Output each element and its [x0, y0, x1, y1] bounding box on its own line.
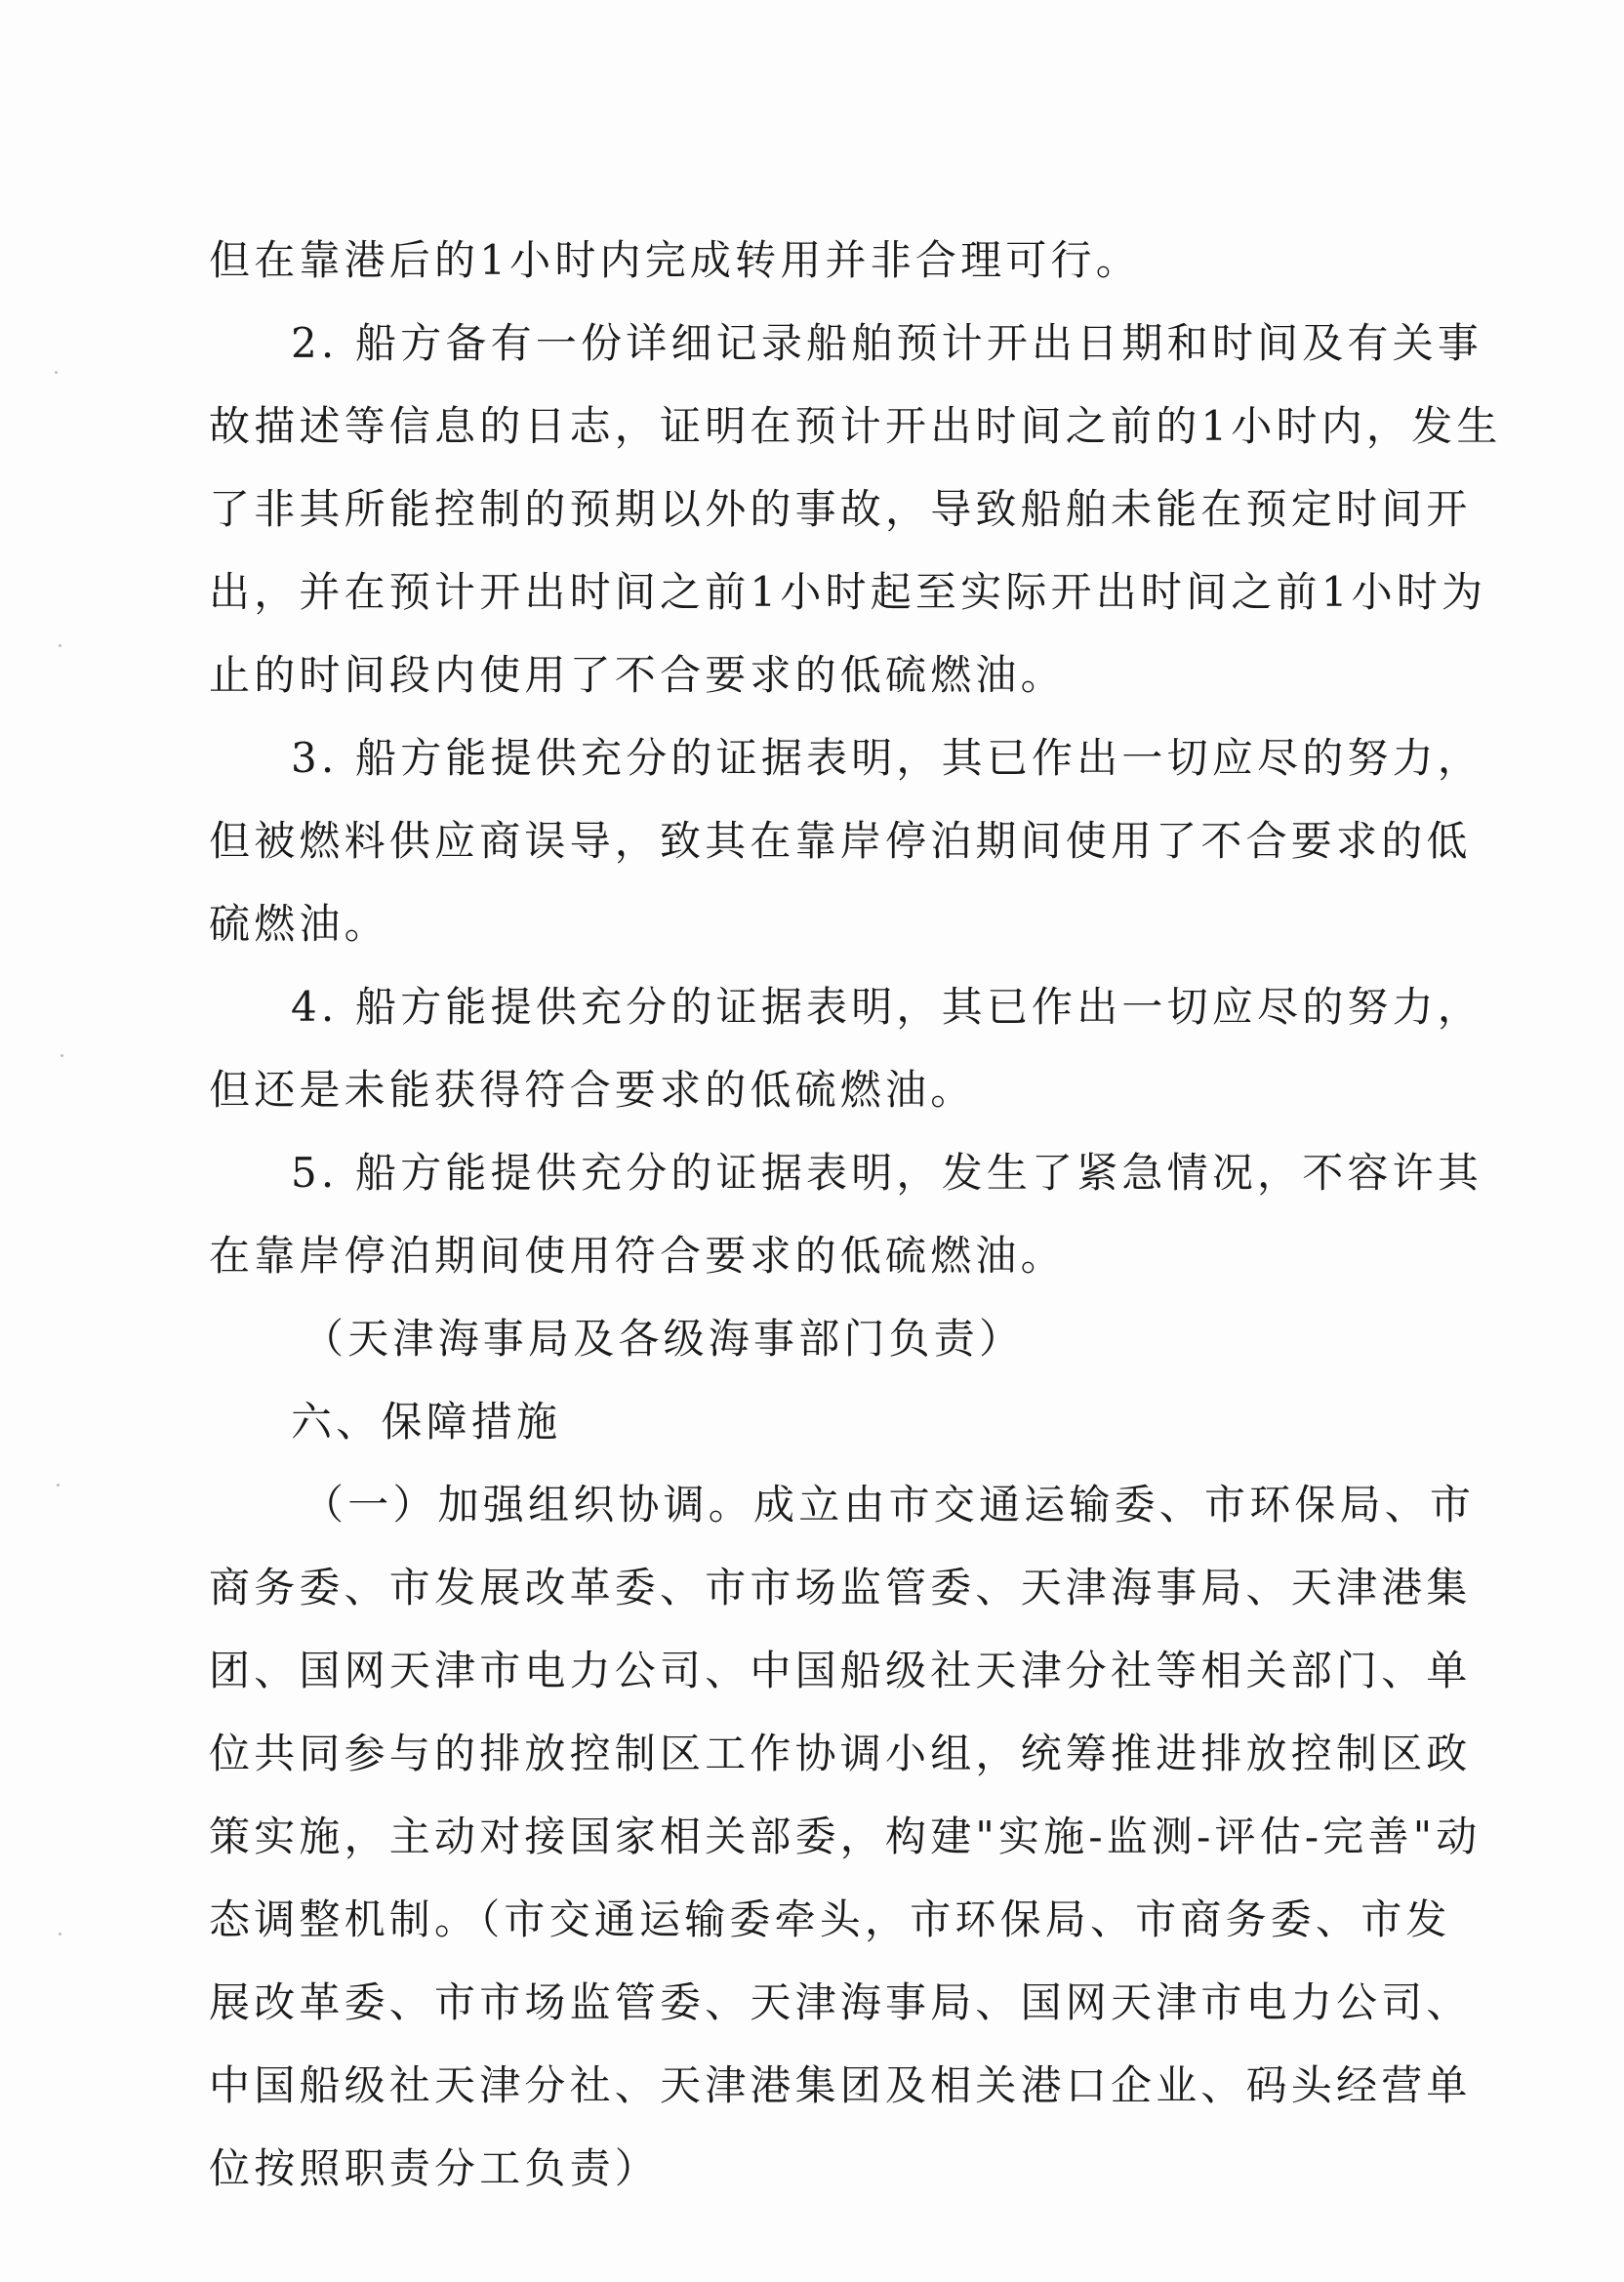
- item-2-line: 出，并在预计开出时间之前1小时起至实际开出时间之前1小时为: [209, 568, 1487, 616]
- item-3-line: 硫燃油。: [209, 900, 389, 948]
- section-heading: 六、保障措施: [291, 1398, 562, 1446]
- paragraph-continuation-line: 但在靠港后的1小时内完成转用并非合理可行。: [209, 236, 1141, 284]
- item-5-line: 5. 船方能提供充分的证据表明，发生了紧急情况，不容许其: [291, 1149, 1483, 1197]
- scan-speck: [59, 644, 61, 647]
- item-2-line: 故描述等信息的日志，证明在预计开出时间之前的1小时内，发生: [209, 402, 1502, 450]
- scan-speck: [61, 1054, 63, 1057]
- measure-1-line: 商务委、市发展改革委、市市场监管委、天津海事局、天津港集: [209, 1564, 1472, 1611]
- item-4-line: 4. 船方能提供充分的证据表明，其已作出一切应尽的努力，: [291, 983, 1483, 1031]
- item-5-line: 在靠岸停泊期间使用符合要求的低硫燃油。: [209, 1232, 1066, 1280]
- responsibility-note: （天津海事局及各级海事部门负责）: [303, 1315, 1025, 1363]
- document-body: [209, 219, 1502, 2210]
- scan-speck: [55, 371, 58, 374]
- item-3-line: 3. 船方能提供充分的证据表明，其已作出一切应尽的努力，: [291, 734, 1483, 782]
- scan-speck: [57, 1484, 60, 1487]
- item-2-line: 了非其所能控制的预期以外的事故，导致船舶未能在预定时间开: [209, 485, 1472, 533]
- measure-1-line: 策实施，主动对接国家相关部委，构建"实施-监测-评估-完善"动: [209, 1813, 1482, 1860]
- measure-1-line: 位按照职责分工负责）: [209, 2144, 661, 2192]
- item-2-line: 2. 船方备有一份详细记录船舶预计开出日期和时间及有关事: [291, 319, 1483, 367]
- measure-1-line: 态调整机制。（市交通运输委牵头，市环保局、市商务委、市发: [209, 1895, 1451, 1943]
- measure-1-line: （一）加强组织协调。成立由市交通运输委、市环保局、市: [303, 1481, 1476, 1528]
- measure-1-line: 位共同参与的排放控制区工作协调小组，统筹推进排放控制区政: [209, 1730, 1472, 1777]
- measure-1-line: 中国船级社天津分社、天津港集团及相关港口企业、码头经营单: [209, 2061, 1472, 2109]
- item-4-line: 但还是未能获得符合要求的低硫燃油。: [209, 1066, 976, 1114]
- scan-speck: [59, 1933, 61, 1936]
- measure-1-line: 团、国网天津市电力公司、中国船级社天津分社等相关部门、单: [209, 1647, 1472, 1694]
- item-2-line: 止的时间段内使用了不合要求的低硫燃油。: [209, 651, 1066, 699]
- measure-1-line: 展改革委、市市场监管委、天津海事局、国网天津市电力公司、: [209, 1978, 1472, 2026]
- item-3-line: 但被燃料供应商误导，致其在靠岸停泊期间使用了不合要求的低: [209, 817, 1472, 865]
